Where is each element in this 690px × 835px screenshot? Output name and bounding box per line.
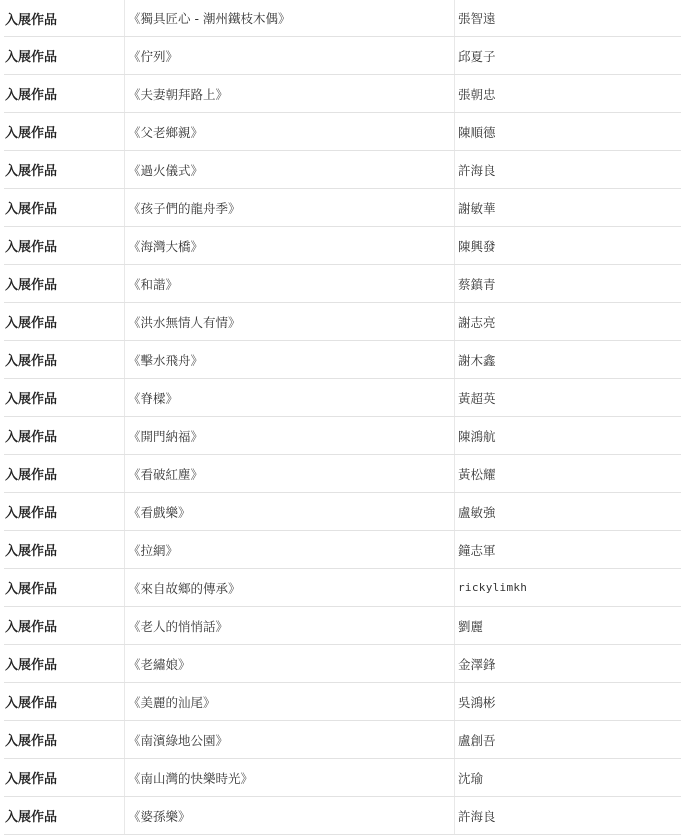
title-cell: 《婆孫樂》 (125, 797, 455, 835)
award-cell: 入展作品 (4, 569, 125, 607)
table-row (4, 645, 681, 683)
table-row (4, 607, 681, 645)
title-cell: 《海灣大橋》 (125, 227, 455, 265)
award-cell: 入展作品 (4, 797, 125, 835)
title-cell: 《和諧》 (125, 265, 455, 303)
author-cell: 陳興發 (455, 227, 682, 265)
author-cell: 許海良 (455, 151, 682, 189)
title-cell: 《孩子們的龍舟季》 (125, 189, 455, 227)
author-cell: 盧敏強 (455, 493, 682, 531)
award-cell: 入展作品 (4, 607, 125, 645)
title-cell: 《獨具匠心 - 潮州鐵枝木偶》 (125, 0, 455, 37)
title-cell: 《看破紅塵》 (125, 455, 455, 493)
title-cell: 《南山灣的快樂時光》 (125, 759, 455, 797)
table-row (4, 227, 681, 265)
title-cell: 《佇列》 (125, 37, 455, 75)
award-cell: 入展作品 (4, 531, 125, 569)
title-cell: 《老人的悄悄話》 (125, 607, 455, 645)
award-cell: 入展作品 (4, 683, 125, 721)
title-cell: 《來自故鄉的傳承》 (125, 569, 455, 607)
title-cell: 《老繡娘》 (125, 645, 455, 683)
author-cell: 黃超英 (455, 379, 682, 417)
author-cell: 陳順德 (455, 113, 682, 151)
table-row (4, 797, 681, 835)
award-cell: 入展作品 (4, 493, 125, 531)
title-cell: 《開門納福》 (125, 417, 455, 455)
award-cell: 入展作品 (4, 379, 125, 417)
table-row (4, 0, 681, 37)
results-table (4, 0, 681, 835)
author-cell: 鐘志軍 (455, 531, 682, 569)
award-cell: 入展作品 (4, 417, 125, 455)
author-cell: 吳鴻彬 (455, 683, 682, 721)
author-cell: 陳鴻航 (455, 417, 682, 455)
author-cell: 邱夏子 (455, 37, 682, 75)
author-cell: 盧創吾 (455, 721, 682, 759)
award-cell: 入展作品 (4, 151, 125, 189)
table-row (4, 75, 681, 113)
award-cell: 入展作品 (4, 0, 125, 37)
award-cell: 入展作品 (4, 227, 125, 265)
title-cell: 《過火儀式》 (125, 151, 455, 189)
table-row (4, 341, 681, 379)
award-cell: 入展作品 (4, 113, 125, 151)
title-cell: 《拉網》 (125, 531, 455, 569)
award-cell: 入展作品 (4, 75, 125, 113)
table-row (4, 721, 681, 759)
author-cell: 張朝忠 (455, 75, 682, 113)
author-cell: 謝木鑫 (455, 341, 682, 379)
table-row (4, 37, 681, 75)
author-cell: rickylimkh (455, 569, 682, 607)
table-row (4, 683, 681, 721)
title-cell: 《擊水飛舟》 (125, 341, 455, 379)
author-cell: 金澤鋒 (455, 645, 682, 683)
award-cell: 入展作品 (4, 37, 125, 75)
author-cell: 沈瑜 (455, 759, 682, 797)
title-cell: 《夫妻朝拜路上》 (125, 75, 455, 113)
award-cell: 入展作品 (4, 645, 125, 683)
table-row (4, 417, 681, 455)
table-row (4, 379, 681, 417)
author-cell: 張智遠 (455, 0, 682, 37)
table-row (4, 455, 681, 493)
award-cell: 入展作品 (4, 189, 125, 227)
title-cell: 《脊樑》 (125, 379, 455, 417)
table-row (4, 569, 681, 607)
table-row (4, 265, 681, 303)
author-cell: 謝志亮 (455, 303, 682, 341)
title-cell: 《父老鄉親》 (125, 113, 455, 151)
table-row (4, 151, 681, 189)
title-cell: 《洪水無情人有情》 (125, 303, 455, 341)
award-cell: 入展作品 (4, 341, 125, 379)
table-row (4, 759, 681, 797)
author-cell: 蔡鎮青 (455, 265, 682, 303)
award-cell: 入展作品 (4, 265, 125, 303)
award-cell: 入展作品 (4, 303, 125, 341)
table-row (4, 303, 681, 341)
table-row (4, 493, 681, 531)
author-cell: 黃松耀 (455, 455, 682, 493)
award-cell: 入展作品 (4, 721, 125, 759)
award-cell: 入展作品 (4, 759, 125, 797)
table-row (4, 189, 681, 227)
table-row (4, 531, 681, 569)
author-cell: 劉麗 (455, 607, 682, 645)
title-cell: 《南濱綠地公園》 (125, 721, 455, 759)
title-cell: 《美麗的汕尾》 (125, 683, 455, 721)
author-cell: 許海良 (455, 797, 682, 835)
table-row (4, 113, 681, 151)
author-cell: 謝敏華 (455, 189, 682, 227)
award-cell: 入展作品 (4, 455, 125, 493)
title-cell: 《看戲樂》 (125, 493, 455, 531)
